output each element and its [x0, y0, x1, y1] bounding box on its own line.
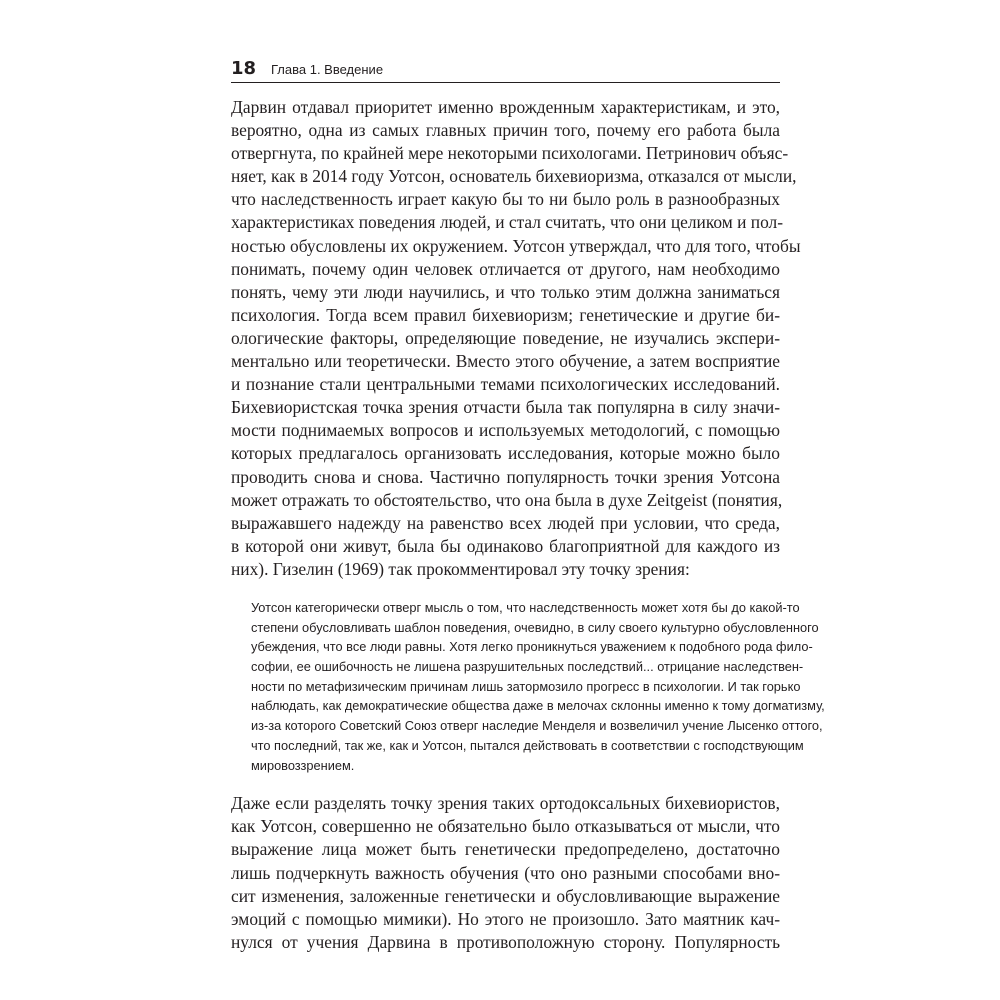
text-line: и познание стали центральными темами психологических исследований.: [231, 374, 780, 395]
text-line: выражение лица может быть генетически предопределено, достаточно: [231, 839, 780, 860]
text-line: няет, как в 2014 году Уотсон, основатель бихевиоризма, отказался от мысли,: [231, 166, 797, 187]
book-page: [231, 58, 825, 954]
text-line: Бихевиористская точка зрения отчасти была так популярна в силу значи-: [231, 397, 780, 418]
text-line: вероятно, одна из самых главных причин того, почему его работа была: [231, 120, 780, 141]
quote-line: Уотсон категорически отверг мысль о том, что наследственность может хотя бы до какой-то: [251, 599, 800, 615]
text-line: ностью обусловлены их окружением. Уотсон утверждал, что для того, чтобы: [231, 235, 801, 256]
quote-line: мировоззрением.: [251, 757, 355, 773]
text-line: нулся от учения Дарвина в противоположную сторону. Популярность: [231, 931, 780, 952]
paragraph-main: [231, 96, 801, 581]
text-line: выражавшего надежду на равенство всех людей при условии, что среда,: [231, 512, 780, 533]
text-line: ментально или теоретически. Вместо этого обучение, а затем восприятие: [231, 351, 780, 372]
paragraph-continuation: [231, 792, 780, 954]
text-line: ологические факторы, определяющие поведение, не изучались экспери-: [231, 327, 780, 348]
text-line: в которой они живут, была бы одинаково благоприятной для каждого из: [231, 535, 780, 556]
text-line: Дарвин отдавал приоритет именно врожденным характеристикам, и это,: [231, 97, 780, 117]
text-line: них). Гизелин (1969) так прокомментировал эту точку зрения:: [231, 558, 690, 579]
quote-line: из-за которого Советский Союз отверг наследие Менделя и возвеличил учение Лысенко оттого,: [251, 718, 823, 734]
text-line: эмоций с помощью мимики). Но этого не произошло. Зато маятник кач-: [231, 908, 780, 929]
text-line: психология. Тогда всем правил бихевиоризм; генетические и другие би-: [231, 304, 780, 325]
quote-line: степени обусловливать шаблон поведения, очевидно, в силу своего культурно обусловленного: [251, 619, 819, 635]
text-line: проводить снова и снова. Частично популярность точки зрения Уотсона: [231, 466, 780, 487]
quote-line: софии, ее ошибочность не лишена разрушительных последствий... отрицание наследствен-: [251, 659, 804, 675]
text-line: понять, чему эти люди научились, и что только этим должна заниматься: [231, 281, 780, 302]
text-line: как Уотсон, совершенно не обязательно было отказываться от мысли, что: [231, 816, 780, 837]
text-line: лишь подчеркнуть важность обучения (что оно разными способами вно-: [231, 862, 780, 883]
quote-line: что последний, так же, как и Уотсон, пытался действовать в соответствии с господствующим: [251, 737, 804, 753]
text-line: мости поднимаемых вопросов и используемых методологий, с помощью: [231, 420, 780, 441]
block-quote: [251, 598, 825, 775]
text-line: понимать, почему один человек отличается от другого, нам необходимо: [231, 258, 780, 279]
chapter-title: Глава 1. Введение: [271, 62, 384, 77]
text-line: сит изменения, заложенные генетически и обусловливающие выражение: [231, 885, 780, 906]
page-number: 18: [231, 58, 257, 79]
text-line: характеристиках поведения людей, и стал считать, что они целиком и пол-: [231, 212, 784, 233]
quote-line: наблюдать, как демократические общества даже в мелочах склонны именно к тому догматизму,: [251, 698, 825, 714]
text-line: Даже если разделять точку зрения таких ортодоксальных бихевиористов,: [231, 793, 780, 814]
quote-line: убеждения, что все люди равны. Хотя легко проникнуться уважением к подобного рода фило-: [251, 639, 813, 655]
text-line: что наследственность играет какую бы то ни было роль в разнообразных: [231, 189, 780, 210]
quote-line: ности по метафизическим причинам лишь затормозило прогресс в психологии. И так горько: [251, 678, 801, 694]
text-line: отвергнута, по крайней мере некоторыми психологами. Петринович объяс-: [231, 143, 789, 164]
text-line: может отражать то обстоятельство, что она была в духе Zeitgeist (понятия,: [231, 489, 783, 510]
text-line: которых предлагалось организовать исследования, которые можно было: [231, 443, 780, 464]
running-head: [231, 58, 780, 83]
